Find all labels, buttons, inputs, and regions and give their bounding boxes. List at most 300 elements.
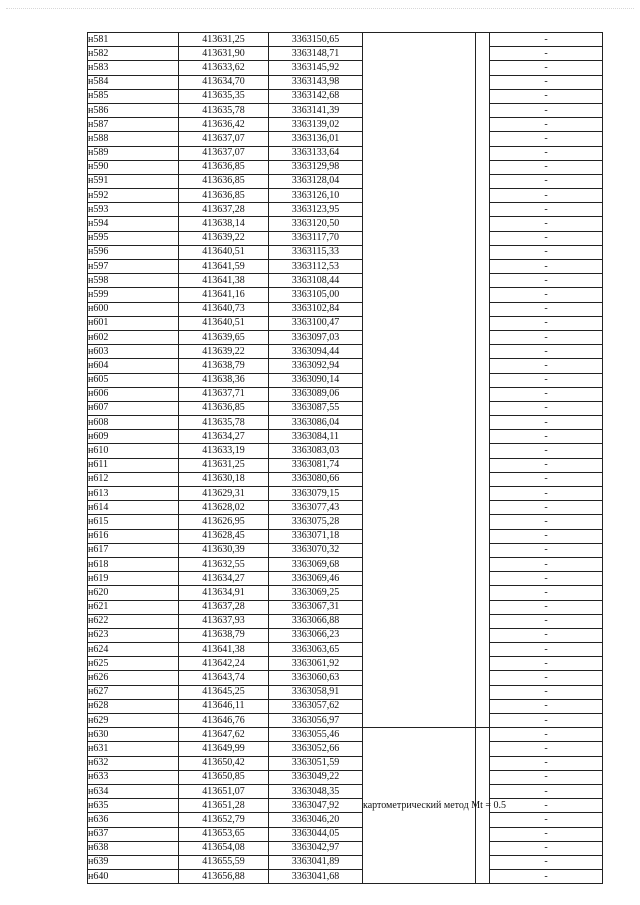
y-coordinate-cell: 3363051,59: [269, 756, 363, 770]
table-row: [88, 359, 603, 373]
x-coordinate-cell: 413632,55: [179, 557, 269, 571]
point-id-cell: н587: [88, 118, 179, 132]
point-id-cell: н590: [88, 160, 179, 174]
x-coordinate-cell: 413654,08: [179, 841, 269, 855]
table-row: [88, 274, 603, 288]
x-coordinate-cell: 413640,51: [179, 316, 269, 330]
dash-cell: -: [490, 401, 603, 415]
x-coordinate-cell: 413634,91: [179, 586, 269, 600]
x-coordinate-cell: 413639,65: [179, 330, 269, 344]
x-coordinate-cell: 413641,16: [179, 288, 269, 302]
dash-cell: -: [490, 33, 603, 47]
point-id-cell: н589: [88, 146, 179, 160]
point-id-cell: н622: [88, 614, 179, 628]
table-row: [88, 430, 603, 444]
x-coordinate-cell: 413643,74: [179, 671, 269, 685]
point-id-cell: н611: [88, 458, 179, 472]
table-row: [88, 103, 603, 117]
dash-cell: -: [490, 643, 603, 657]
x-coordinate-cell: 413636,42: [179, 118, 269, 132]
x-coordinate-cell: 413631,25: [179, 33, 269, 47]
point-id-cell: н601: [88, 316, 179, 330]
x-coordinate-cell: 413645,25: [179, 685, 269, 699]
table-row: [88, 75, 603, 89]
point-id-cell: н634: [88, 784, 179, 798]
dash-cell: -: [490, 359, 603, 373]
y-coordinate-cell: 3363069,46: [269, 572, 363, 586]
y-coordinate-cell: 3363120,50: [269, 217, 363, 231]
y-coordinate-cell: 3363112,53: [269, 260, 363, 274]
point-id-cell: н599: [88, 288, 179, 302]
x-coordinate-cell: 413646,11: [179, 699, 269, 713]
point-id-cell: н581: [88, 33, 179, 47]
y-coordinate-cell: 3363052,66: [269, 742, 363, 756]
table-row: [88, 487, 603, 501]
dash-cell: -: [490, 274, 603, 288]
point-id-cell: н629: [88, 714, 179, 728]
y-coordinate-cell: 3363063,65: [269, 643, 363, 657]
y-coordinate-cell: 3363126,10: [269, 189, 363, 203]
dash-cell: -: [490, 203, 603, 217]
y-coordinate-cell: 3363102,84: [269, 302, 363, 316]
x-coordinate-cell: 413633,19: [179, 444, 269, 458]
dash-cell: -: [490, 444, 603, 458]
y-coordinate-cell: 3363066,23: [269, 628, 363, 642]
y-coordinate-cell: 3363084,11: [269, 430, 363, 444]
dash-cell: -: [490, 714, 603, 728]
x-coordinate-cell: 413639,22: [179, 345, 269, 359]
y-coordinate-cell: 3363108,44: [269, 274, 363, 288]
x-coordinate-cell: 413637,07: [179, 132, 269, 146]
point-id-cell: н617: [88, 543, 179, 557]
dash-cell: -: [490, 316, 603, 330]
point-id-cell: н615: [88, 515, 179, 529]
y-coordinate-cell: 3363123,95: [269, 203, 363, 217]
dash-cell: -: [490, 813, 603, 827]
table-row: [88, 699, 603, 713]
point-id-cell: н630: [88, 728, 179, 742]
dash-cell: -: [490, 756, 603, 770]
dash-cell: -: [490, 103, 603, 117]
x-coordinate-cell: 413650,42: [179, 756, 269, 770]
y-coordinate-cell: 3363041,89: [269, 855, 363, 869]
dash-cell: -: [490, 118, 603, 132]
y-coordinate-cell: 3363090,14: [269, 373, 363, 387]
table-row: [88, 671, 603, 685]
y-coordinate-cell: 3363150,65: [269, 33, 363, 47]
y-coordinate-cell: 3363061,92: [269, 657, 363, 671]
scan-artifact-line: [6, 8, 634, 9]
dash-cell: -: [490, 458, 603, 472]
table-row: [88, 855, 603, 869]
y-coordinate-cell: 3363139,02: [269, 118, 363, 132]
x-coordinate-cell: 413634,27: [179, 430, 269, 444]
x-coordinate-cell: 413641,38: [179, 274, 269, 288]
point-id-cell: н598: [88, 274, 179, 288]
dash-cell: -: [490, 174, 603, 188]
y-coordinate-cell: 3363087,55: [269, 401, 363, 415]
x-coordinate-cell: 413650,85: [179, 770, 269, 784]
point-id-cell: н625: [88, 657, 179, 671]
table-row: [88, 643, 603, 657]
table-row: [88, 614, 603, 628]
table-body: [88, 33, 603, 884]
point-id-cell: н591: [88, 174, 179, 188]
y-coordinate-cell: 3363044,05: [269, 827, 363, 841]
point-id-cell: н620: [88, 586, 179, 600]
y-coordinate-cell: 3363069,25: [269, 586, 363, 600]
x-coordinate-cell: 413633,62: [179, 61, 269, 75]
dash-cell: -: [490, 387, 603, 401]
table-row: [88, 61, 603, 75]
dash-cell: -: [490, 245, 603, 259]
y-coordinate-cell: 3363129,98: [269, 160, 363, 174]
point-id-cell: н635: [88, 799, 179, 813]
table-row: [88, 628, 603, 642]
x-coordinate-cell: 413638,79: [179, 628, 269, 642]
y-coordinate-cell: 3363075,28: [269, 515, 363, 529]
x-coordinate-cell: 413635,78: [179, 103, 269, 117]
point-id-cell: н632: [88, 756, 179, 770]
dash-cell: -: [490, 855, 603, 869]
dash-cell: -: [490, 217, 603, 231]
x-coordinate-cell: 413630,39: [179, 543, 269, 557]
point-id-cell: н614: [88, 501, 179, 515]
x-coordinate-cell: 413637,71: [179, 387, 269, 401]
dash-cell: -: [490, 231, 603, 245]
x-coordinate-cell: 413637,93: [179, 614, 269, 628]
point-id-cell: н608: [88, 416, 179, 430]
point-id-cell: н588: [88, 132, 179, 146]
x-coordinate-cell: 413641,38: [179, 643, 269, 657]
dash-cell: -: [490, 89, 603, 103]
dash-cell: -: [490, 61, 603, 75]
dash-cell: -: [490, 529, 603, 543]
dash-cell: -: [490, 430, 603, 444]
table-row: [88, 373, 603, 387]
table-row: [88, 146, 603, 160]
table-row: [88, 870, 603, 884]
x-coordinate-cell: 413640,51: [179, 245, 269, 259]
table-row: [88, 387, 603, 401]
dash-cell: -: [490, 557, 603, 571]
table-row: [88, 444, 603, 458]
y-coordinate-cell: 3363056,97: [269, 714, 363, 728]
y-coordinate-cell: 3363079,15: [269, 487, 363, 501]
dash-cell: -: [490, 302, 603, 316]
table-row: [88, 345, 603, 359]
y-coordinate-cell: 3363057,62: [269, 699, 363, 713]
y-coordinate-cell: 3363070,32: [269, 543, 363, 557]
x-coordinate-cell: 413638,14: [179, 217, 269, 231]
table-row: [88, 288, 603, 302]
y-coordinate-cell: 3363097,03: [269, 330, 363, 344]
dash-cell: -: [490, 586, 603, 600]
point-id-cell: н582: [88, 47, 179, 61]
dash-cell: -: [490, 345, 603, 359]
point-id-cell: н583: [88, 61, 179, 75]
x-coordinate-cell: 413652,79: [179, 813, 269, 827]
dash-cell: -: [490, 799, 603, 813]
y-coordinate-cell: 3363055,46: [269, 728, 363, 742]
y-coordinate-cell: 3363066,88: [269, 614, 363, 628]
table-row: [88, 231, 603, 245]
table-row: [88, 416, 603, 430]
point-id-cell: н606: [88, 387, 179, 401]
x-coordinate-cell: 413641,59: [179, 260, 269, 274]
table-row: [88, 458, 603, 472]
dash-cell: -: [490, 770, 603, 784]
point-id-cell: н631: [88, 742, 179, 756]
x-coordinate-cell: 413638,36: [179, 373, 269, 387]
y-coordinate-cell: 3363048,35: [269, 784, 363, 798]
point-id-cell: н633: [88, 770, 179, 784]
point-id-cell: н618: [88, 557, 179, 571]
dash-cell: -: [490, 572, 603, 586]
y-coordinate-cell: 3363067,31: [269, 600, 363, 614]
y-coordinate-cell: 3363141,39: [269, 103, 363, 117]
x-coordinate-cell: 413640,73: [179, 302, 269, 316]
dash-cell: -: [490, 614, 603, 628]
point-id-cell: н619: [88, 572, 179, 586]
blank-cell: [476, 33, 490, 728]
dash-cell: -: [490, 501, 603, 515]
point-id-cell: н612: [88, 472, 179, 486]
point-id-cell: н627: [88, 685, 179, 699]
dash-cell: -: [490, 47, 603, 61]
table-row: [88, 657, 603, 671]
x-coordinate-cell: 413656,88: [179, 870, 269, 884]
table-row: [88, 217, 603, 231]
y-coordinate-cell: 3363094,44: [269, 345, 363, 359]
dash-cell: -: [490, 657, 603, 671]
dash-cell: -: [490, 742, 603, 756]
y-coordinate-cell: 3363077,43: [269, 501, 363, 515]
point-id-cell: н593: [88, 203, 179, 217]
point-id-cell: н600: [88, 302, 179, 316]
dash-cell: -: [490, 373, 603, 387]
table-row: [88, 784, 603, 798]
table-row: [88, 714, 603, 728]
table-row: [88, 174, 603, 188]
y-coordinate-cell: 3363083,03: [269, 444, 363, 458]
y-coordinate-cell: 3363086,04: [269, 416, 363, 430]
x-coordinate-cell: 413631,90: [179, 47, 269, 61]
y-coordinate-cell: 3363133,64: [269, 146, 363, 160]
point-id-cell: н613: [88, 487, 179, 501]
point-id-cell: н621: [88, 600, 179, 614]
point-id-cell: н592: [88, 189, 179, 203]
dash-cell: -: [490, 189, 603, 203]
x-coordinate-cell: 413642,24: [179, 657, 269, 671]
x-coordinate-cell: 413637,28: [179, 203, 269, 217]
x-coordinate-cell: 413651,07: [179, 784, 269, 798]
x-coordinate-cell: 413634,27: [179, 572, 269, 586]
x-coordinate-cell: 413649,99: [179, 742, 269, 756]
point-id-cell: н623: [88, 628, 179, 642]
point-id-cell: н584: [88, 75, 179, 89]
table-row: [88, 841, 603, 855]
y-coordinate-cell: 3363117,70: [269, 231, 363, 245]
dash-cell: -: [490, 416, 603, 430]
table-row: [88, 600, 603, 614]
dash-cell: -: [490, 472, 603, 486]
x-coordinate-cell: 413646,76: [179, 714, 269, 728]
point-id-cell: н604: [88, 359, 179, 373]
y-coordinate-cell: 3363128,04: [269, 174, 363, 188]
x-coordinate-cell: 413639,22: [179, 231, 269, 245]
dash-cell: -: [490, 487, 603, 501]
y-coordinate-cell: 3363105,00: [269, 288, 363, 302]
dash-cell: -: [490, 841, 603, 855]
x-coordinate-cell: 413651,28: [179, 799, 269, 813]
x-coordinate-cell: 413653,65: [179, 827, 269, 841]
table-row: [88, 330, 603, 344]
point-id-cell: н624: [88, 643, 179, 657]
table-row: [88, 118, 603, 132]
point-id-cell: н638: [88, 841, 179, 855]
x-coordinate-cell: 413636,85: [179, 160, 269, 174]
point-id-cell: н595: [88, 231, 179, 245]
table-row: [88, 529, 603, 543]
dash-cell: -: [490, 132, 603, 146]
dash-cell: -: [490, 75, 603, 89]
table-row: [88, 203, 603, 217]
table-row: [88, 33, 603, 47]
point-id-cell: н607: [88, 401, 179, 415]
dash-cell: -: [490, 784, 603, 798]
table-row: [88, 47, 603, 61]
dash-cell: -: [490, 146, 603, 160]
y-coordinate-cell: 3363145,92: [269, 61, 363, 75]
y-coordinate-cell: 3363115,33: [269, 245, 363, 259]
point-id-cell: н636: [88, 813, 179, 827]
table-row: [88, 515, 603, 529]
y-coordinate-cell: 3363046,20: [269, 813, 363, 827]
table-row: [88, 827, 603, 841]
table-row: [88, 89, 603, 103]
x-coordinate-cell: 413636,85: [179, 401, 269, 415]
table-row: [88, 813, 603, 827]
y-coordinate-cell: 3363089,06: [269, 387, 363, 401]
x-coordinate-cell: 413637,07: [179, 146, 269, 160]
x-coordinate-cell: 413630,18: [179, 472, 269, 486]
dash-cell: -: [490, 543, 603, 557]
table-row: [88, 557, 603, 571]
dash-cell: -: [490, 288, 603, 302]
table-row: [88, 260, 603, 274]
y-coordinate-cell: 3363100,47: [269, 316, 363, 330]
point-id-cell: н626: [88, 671, 179, 685]
dash-cell: -: [490, 827, 603, 841]
table-row: [88, 472, 603, 486]
table-row: [88, 572, 603, 586]
table-row: [88, 189, 603, 203]
point-id-cell: н628: [88, 699, 179, 713]
x-coordinate-cell: 413628,45: [179, 529, 269, 543]
method-cell: картометрический метод Mt = 0.5: [363, 728, 476, 884]
y-coordinate-cell: 3363058,91: [269, 685, 363, 699]
point-id-cell: н603: [88, 345, 179, 359]
dash-cell: -: [490, 685, 603, 699]
dash-cell: -: [490, 260, 603, 274]
point-id-cell: н640: [88, 870, 179, 884]
x-coordinate-cell: 413629,31: [179, 487, 269, 501]
table-row: [88, 756, 603, 770]
x-coordinate-cell: 413655,59: [179, 855, 269, 869]
table-row: [88, 302, 603, 316]
dash-cell: -: [490, 870, 603, 884]
table-row: [88, 132, 603, 146]
table-row: [88, 770, 603, 784]
dash-cell: -: [490, 160, 603, 174]
dash-cell: -: [490, 699, 603, 713]
dash-cell: -: [490, 671, 603, 685]
point-id-cell: н616: [88, 529, 179, 543]
x-coordinate-cell: 413634,70: [179, 75, 269, 89]
point-id-cell: н597: [88, 260, 179, 274]
point-id-cell: н586: [88, 103, 179, 117]
x-coordinate-cell: 413635,78: [179, 416, 269, 430]
table-row: [88, 728, 603, 742]
table-row: [88, 799, 603, 813]
y-coordinate-cell: 3363047,92: [269, 799, 363, 813]
y-coordinate-cell: 3363049,22: [269, 770, 363, 784]
y-coordinate-cell: 3363136,01: [269, 132, 363, 146]
table-row: [88, 501, 603, 515]
y-coordinate-cell: 3363042,97: [269, 841, 363, 855]
dash-cell: -: [490, 628, 603, 642]
y-coordinate-cell: 3363041,68: [269, 870, 363, 884]
method-cell: [363, 33, 476, 728]
table-row: [88, 316, 603, 330]
y-coordinate-cell: 3363081,74: [269, 458, 363, 472]
point-id-cell: н609: [88, 430, 179, 444]
dash-cell: -: [490, 330, 603, 344]
dash-cell: -: [490, 515, 603, 529]
table-row: [88, 543, 603, 557]
point-id-cell: н605: [88, 373, 179, 387]
table-row: [88, 742, 603, 756]
x-coordinate-cell: 413626,95: [179, 515, 269, 529]
point-id-cell: н596: [88, 245, 179, 259]
point-id-cell: н637: [88, 827, 179, 841]
y-coordinate-cell: 3363069,68: [269, 557, 363, 571]
y-coordinate-cell: 3363071,18: [269, 529, 363, 543]
y-coordinate-cell: 3363080,66: [269, 472, 363, 486]
y-coordinate-cell: 3363060,63: [269, 671, 363, 685]
x-coordinate-cell: 413631,25: [179, 458, 269, 472]
table-row: [88, 401, 603, 415]
y-coordinate-cell: 3363092,94: [269, 359, 363, 373]
y-coordinate-cell: 3363148,71: [269, 47, 363, 61]
point-id-cell: н602: [88, 330, 179, 344]
table-row: [88, 160, 603, 174]
x-coordinate-cell: 413637,28: [179, 600, 269, 614]
x-coordinate-cell: 413638,79: [179, 359, 269, 373]
table-row: [88, 685, 603, 699]
y-coordinate-cell: 3363142,68: [269, 89, 363, 103]
table-row: [88, 245, 603, 259]
point-id-cell: н639: [88, 855, 179, 869]
x-coordinate-cell: 413628,02: [179, 501, 269, 515]
x-coordinate-cell: 413647,62: [179, 728, 269, 742]
point-id-cell: н594: [88, 217, 179, 231]
dash-cell: -: [490, 600, 603, 614]
x-coordinate-cell: 413636,85: [179, 174, 269, 188]
point-id-cell: н610: [88, 444, 179, 458]
point-id-cell: н585: [88, 89, 179, 103]
